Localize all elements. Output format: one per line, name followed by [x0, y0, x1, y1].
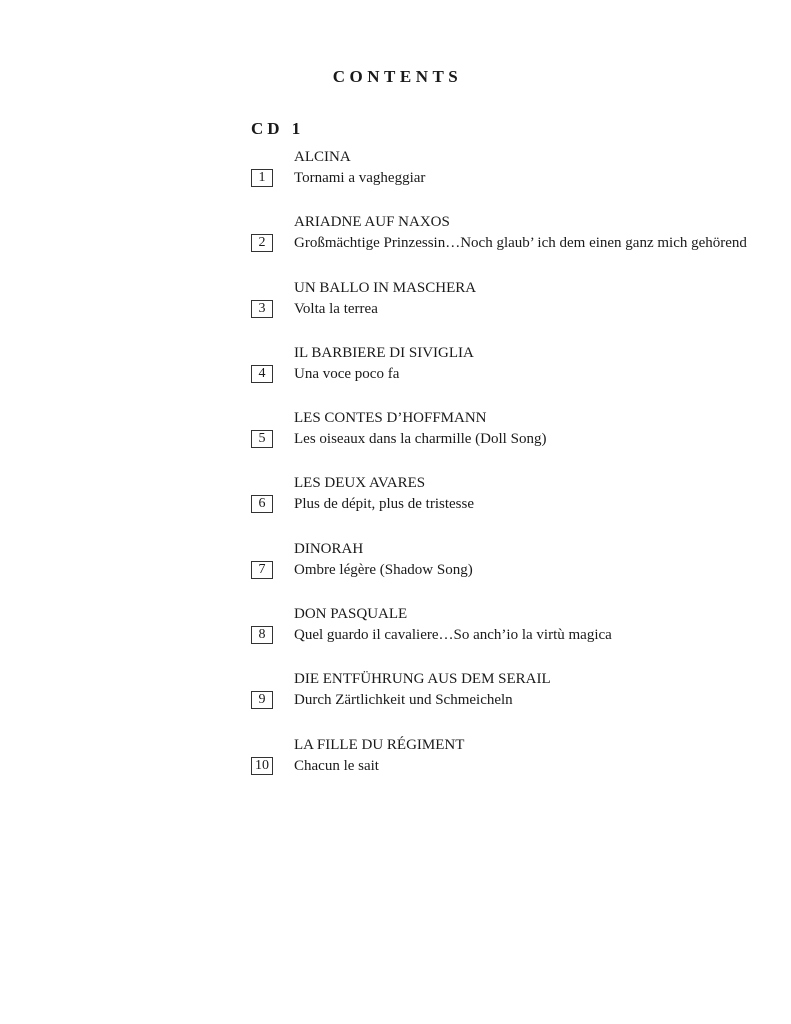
aria-title: Plus de dépit, plus de tristesse: [294, 496, 474, 513]
track-entry: [251, 735, 771, 800]
aria-title: Großmächtige Prinzessin…Noch glaub’ ich dem einen ganz mich gehörend: [294, 235, 747, 252]
aria-title: Chacun le sait: [294, 757, 379, 774]
track-entry: [251, 473, 771, 538]
aria-title: Tornami a vagheggiar: [294, 170, 426, 186]
opera-title: ARIADNE AUF NAXOS: [294, 214, 450, 231]
opera-title: LES CONTES D’HOFFMANN: [294, 410, 487, 427]
track-number: 7: [251, 561, 273, 579]
opera-title: DON PASQUALE: [294, 606, 408, 623]
track-entry: [251, 669, 771, 734]
opera-title: DINORAH: [294, 540, 364, 557]
opera-title: UN BALLO IN MASCHERA: [294, 279, 477, 296]
aria-title: Una voce poco fa: [294, 365, 400, 382]
track-list: [251, 147, 771, 800]
track-number: 8: [251, 626, 273, 644]
track-number: 5: [251, 430, 273, 448]
track-entry: [251, 147, 771, 212]
track-entry: [251, 278, 771, 343]
track-entry: [251, 604, 771, 669]
track-number: 9: [251, 691, 273, 709]
opera-title: DIE ENTFÜHRUNG AUS DEM SERAIL: [294, 671, 551, 688]
opera-title: IL BARBIERE DI SIVIGLIA: [294, 344, 474, 361]
track-number: 4: [251, 365, 273, 383]
track-number: 1: [251, 169, 273, 187]
track-entry: [251, 408, 771, 473]
track-number: 3: [251, 300, 273, 318]
aria-title: Quel guardo il cavaliere…So anch’io la virtù magica: [294, 627, 612, 644]
track-number: 6: [251, 495, 273, 513]
track-entry: [251, 343, 771, 408]
track-number: 10: [251, 757, 273, 775]
opera-title: ALCINA: [294, 149, 351, 165]
aria-title: Ombre légère (Shadow Song): [294, 561, 473, 578]
opera-title: LA FILLE DU RÉGIMENT: [294, 736, 465, 753]
disc-label: CD 1: [251, 119, 305, 138]
aria-title: Volta la terrea: [294, 300, 378, 317]
track-entry: [251, 539, 771, 604]
aria-title: Les oiseaux dans la charmille (Doll Song): [294, 431, 547, 448]
opera-title: LES DEUX AVARES: [294, 475, 426, 492]
track-number: 2: [251, 234, 273, 252]
track-entry: [251, 212, 771, 277]
page-title: CONTENTS: [332, 67, 463, 86]
aria-title: Durch Zärtlichkeit und Schmeicheln: [294, 692, 513, 709]
